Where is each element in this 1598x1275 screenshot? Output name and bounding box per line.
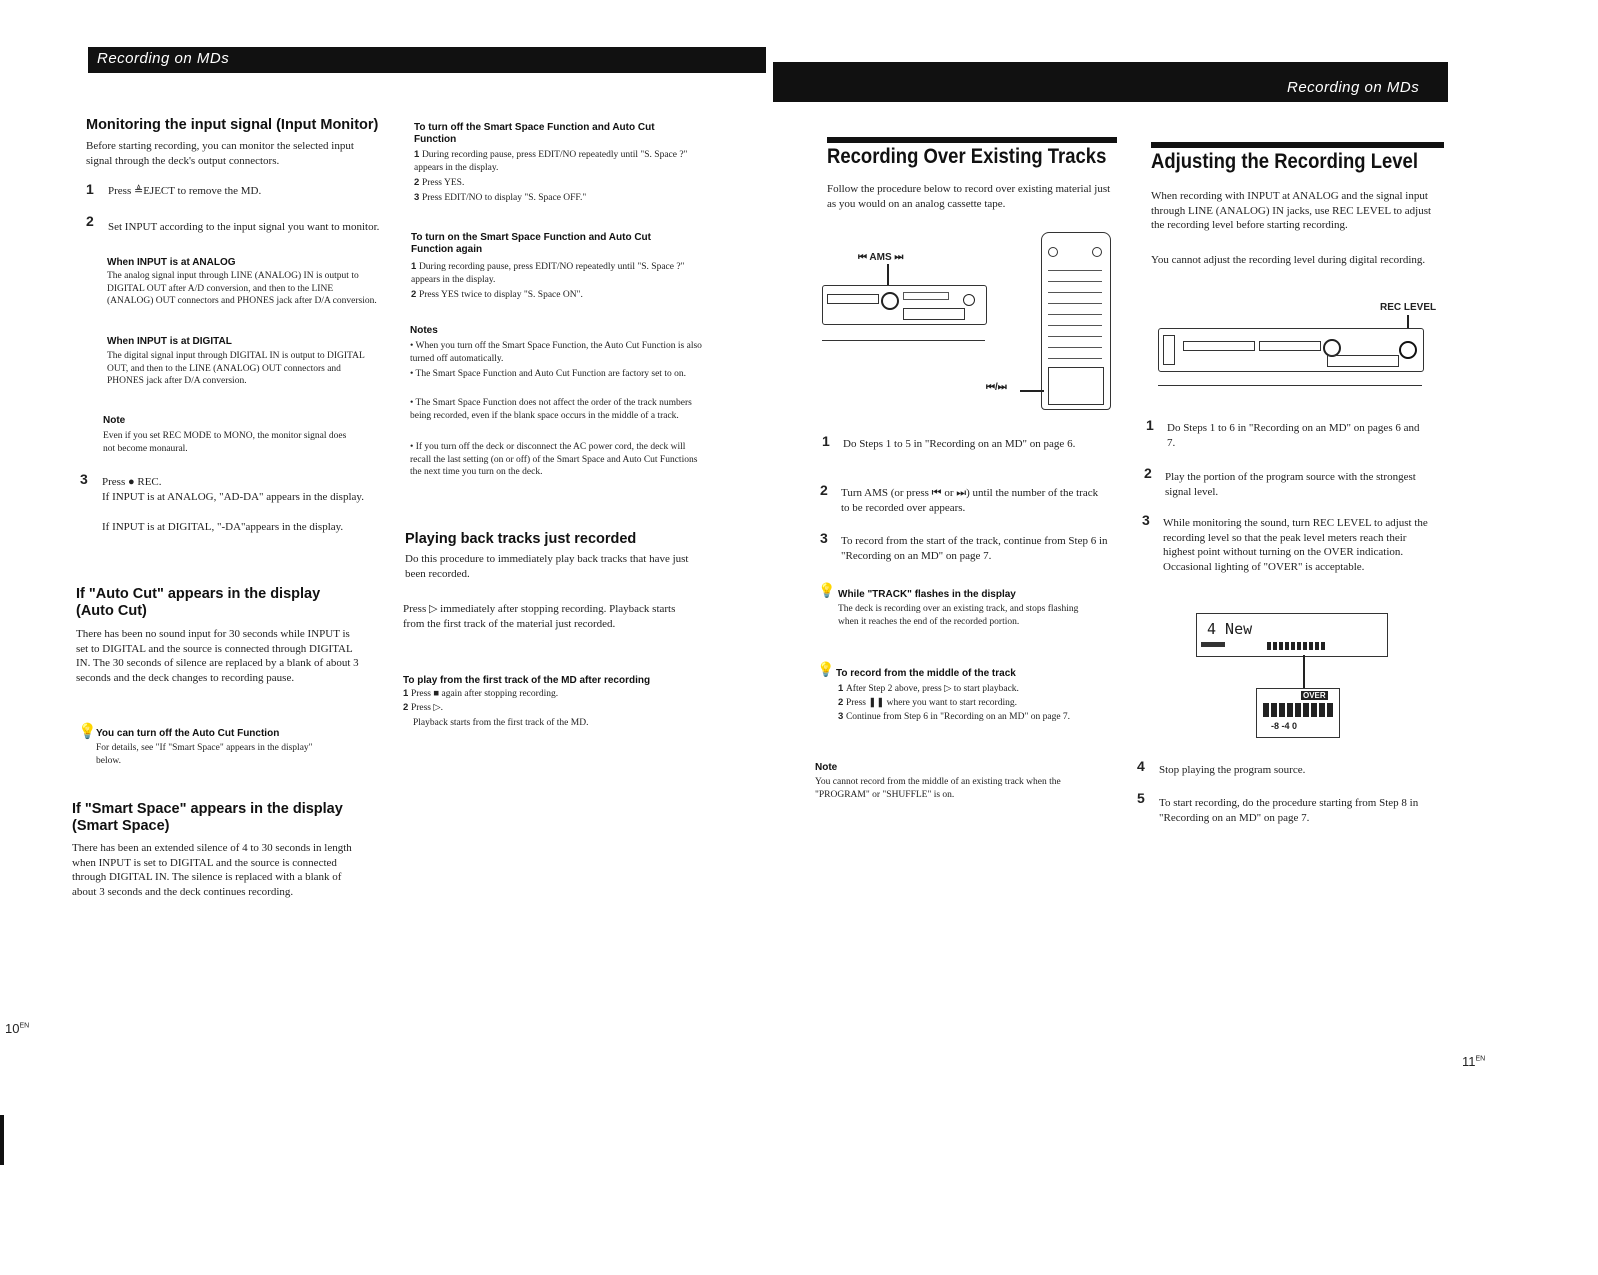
- list-item: 1 During recording pause, press EDIT/NO repeatedly until "S. Space ?" appears in the display.: [411, 261, 685, 285]
- header-title-left: Recording on MDs: [97, 50, 230, 67]
- step-text: Press ≜EJECT to remove the MD.: [108, 185, 262, 197]
- meter-detail-illustration: [1256, 688, 1340, 738]
- analog-text: The analog signal input through LINE (ANALOG) IN is output to DIGITAL OUT after A/D conversion, and then to the LINE (ANALOG) OUT connectors and PHONES jack after D/A conversion.: [107, 271, 377, 306]
- list-item: • The Smart Space Function does not affect the order of the track numbers being recorded, even if the blank space occurs in the middle of a track.: [410, 398, 692, 421]
- turn-on-heading: To turn on the Smart Space Function and Auto Cut Function again: [411, 232, 651, 255]
- step-text: Do Steps 1 to 6 in "Recording on an MD" on pages 6 and 7.: [1167, 422, 1420, 449]
- list-item: 2 Press ❚❚ where you want to start recording.: [838, 697, 1017, 708]
- section-rule: [827, 137, 1117, 143]
- step-number: 3: [1142, 512, 1150, 528]
- step-text: Stop playing the program source.: [1159, 764, 1306, 776]
- playback-heading: Playing back tracks just recorded: [405, 531, 637, 547]
- step-number: 2: [1144, 465, 1152, 481]
- step-number: 1: [86, 181, 94, 197]
- list-item: 1 After Step 2 above, press ▷ to start playback.: [838, 683, 1019, 694]
- step-number: 2: [820, 482, 828, 498]
- rec-level-label: REC LEVEL: [1380, 302, 1437, 313]
- input-monitor-heading: Monitoring the input signal (Input Monitor): [86, 117, 379, 133]
- list-item: • When you turn off the Smart Space Function, the Auto Cut Function is also turned off automatically.: [410, 341, 702, 364]
- step-text: Press ● REC.: [102, 476, 162, 488]
- playback-intro: Do this procedure to immediately play back tracks that have just been recorded.: [405, 553, 689, 580]
- level-display-illustration: [1196, 613, 1388, 657]
- step-number: 1: [1146, 417, 1154, 433]
- recording-over-heading: Recording Over Existing Tracks: [827, 145, 1107, 168]
- header-title-right: Recording on MDs: [1287, 79, 1420, 96]
- deck-base: [822, 324, 985, 341]
- page-number-right: $11^{EN}$: [1462, 1054, 1486, 1069]
- list-item: 2 Press ▷.: [403, 702, 444, 713]
- callout-line: [1303, 655, 1305, 689]
- auto-cut-text: There has been no sound input for 30 seconds while INPUT is set to DIGITAL and the source is connected through DIGITAL IN. The 30 seconds of silence are replaced by a blank of about 3 seconds and the deck changes to recording pause.: [76, 628, 359, 684]
- list-item: • The Smart Space Function and Auto Cut Function are factory set to on.: [410, 369, 686, 379]
- turn-off-heading: To turn off the Smart Space Function and Auto Cut Function: [414, 122, 655, 145]
- tip-icon: 💡: [78, 724, 97, 740]
- note-text: You cannot record from the middle of an existing track when the "PROGRAM" or "SHUFFLE" is on.: [815, 777, 1061, 800]
- analog-subheading: When INPUT is at ANALOG: [107, 257, 236, 268]
- deck-rec-level-illustration: [1158, 328, 1424, 372]
- digital-text: The digital signal input through DIGITAL IN is output to DIGITAL OUT, and then to the LINE (ANALOG) OUT connectors and PHONES jack after D/A conversion.: [107, 351, 365, 386]
- tip-heading: To record from the middle of the track: [836, 668, 1016, 679]
- note-heading: Note: [103, 415, 126, 426]
- tip-icon: 💡: [817, 663, 835, 678]
- md-deck-illustration: [822, 285, 987, 325]
- step-number: 4: [1137, 758, 1145, 774]
- step-text: Play the portion of the program source with the strongest signal level.: [1165, 471, 1416, 498]
- adjusting-heading: Adjusting the Recording Level: [1151, 150, 1418, 173]
- section-rule: [1151, 142, 1444, 148]
- remote-illustration: [1041, 232, 1111, 410]
- skip-label: ⏮/⏭: [986, 382, 1007, 393]
- smart-space-text: There has been an extended silence of 4 to 30 seconds in length when INPUT is set to DIGITAL and the source is connected through DIGITAL IN. The silence is replaced with a blank of about 3 seconds and the deck continues recording.: [72, 842, 352, 898]
- input-monitor-intro: Before starting recording, you can monitor the selected input signal through the deck's output connectors.: [86, 140, 354, 167]
- tip-heading: While "TRACK" flashes in the display: [838, 589, 1016, 600]
- list-item: 2 Press YES.: [414, 177, 465, 188]
- smart-space-heading: If "Smart Space" appears in the display (Smart Space): [72, 801, 343, 834]
- over-label: OVER: [1303, 691, 1326, 700]
- deck-base: [1158, 371, 1422, 386]
- tip-text: For details, see "If "Smart Space" appears in the display" below.: [96, 743, 313, 766]
- digital-subheading: When INPUT is at DIGITAL: [107, 336, 232, 347]
- ams-label: ⏮ AMS ⏭: [858, 252, 904, 263]
- list-item: • If you turn off the deck or disconnect the AC power cord, the deck will recall the last setting (on or off) of the Smart Space and Auto Cut Functions the next time you turn on the deck.: [410, 442, 698, 477]
- meter-scale: -8 -4 0: [1271, 721, 1298, 731]
- tip-text: The deck is recording over an existing track, and stops flashing when it reaches the end of the recorded portion.: [838, 604, 1079, 627]
- step-text: Do Steps 1 to 5 in "Recording on an MD" on page 6.: [843, 438, 1076, 450]
- list-item: 3 Continue from Step 6 in "Recording on an MD" on page 7.: [838, 711, 1071, 722]
- page-number-left: $10^{EN}$: [5, 1021, 30, 1036]
- adjusting-intro: When recording with INPUT at ANALOG and the signal input through LINE (ANALOG) IN jacks, use REC LEVEL to adjust the recording level before starting recording.: [1151, 190, 1432, 231]
- list-item: 1 During recording pause, press EDIT/NO repeatedly until "S. Space ?" appears in the display.: [414, 149, 688, 173]
- list-item: 1 Press ■ again after stopping recording.: [403, 688, 559, 699]
- step-text: If INPUT is at ANALOG, "AD-DA" appears in the display.: [102, 491, 364, 503]
- first-track-heading: To play from the first track of the MD after recording: [403, 675, 651, 686]
- tip-icon: 💡: [818, 584, 836, 599]
- recording-over-intro: Follow the procedure below to record over existing material just as you would on an analog cassette tape.: [827, 183, 1111, 210]
- tip-heading: You can turn off the Auto Cut Function: [96, 728, 280, 739]
- step-text: Set INPUT according to the input signal you want to monitor.: [108, 221, 380, 233]
- skip-pointer: [1020, 390, 1044, 392]
- step-number: 3: [820, 530, 828, 546]
- step-text: Turn AMS (or press ⏮ or ⏭) until the number of the track to be recorded over appears.: [841, 487, 1099, 514]
- notes-heading: Notes: [410, 325, 438, 336]
- playback-text: Press ▷ immediately after stopping recording. Playback starts from the first track of the material just recorded.: [403, 603, 676, 630]
- list-item: 3 Press EDIT/NO to display "S. Space OFF.": [414, 192, 587, 203]
- list-item: 2 Press YES twice to display "S. Space ON".: [411, 289, 583, 300]
- step-number: 2: [86, 213, 94, 229]
- adjusting-intro-2: You cannot adjust the recording level during digital recording.: [1151, 254, 1426, 266]
- list-item: Playback starts from the first track of the MD.: [413, 718, 589, 728]
- step-number: 1: [822, 433, 830, 449]
- step-text: To record from the start of the track, continue from Step 6 in "Recording on an MD" on page 7.: [841, 535, 1108, 562]
- note-text: Even if you set REC MODE to MONO, the monitor signal does not become monaural.: [103, 431, 347, 454]
- auto-cut-heading: If "Auto Cut" appears in the display (Auto Cut): [76, 586, 321, 619]
- step-number: 5: [1137, 790, 1145, 806]
- step-number: 3: [80, 471, 88, 487]
- step-text: If INPUT is at DIGITAL, "-DA"appears in the display.: [102, 521, 344, 533]
- display-text: 4 New: [1207, 620, 1253, 638]
- step-text: To start recording, do the procedure starting from Step 8 in "Recording on an MD" on page 7.: [1159, 797, 1419, 824]
- step-text: While monitoring the sound, turn REC LEVEL to adjust the recording level so that the peak level meters reach their highest point without turning on the OVER indication. Occasional lighting of "OVER" is acceptable.: [1163, 517, 1428, 573]
- edge-mark: [0, 1115, 4, 1165]
- note-heading: Note: [815, 762, 838, 773]
